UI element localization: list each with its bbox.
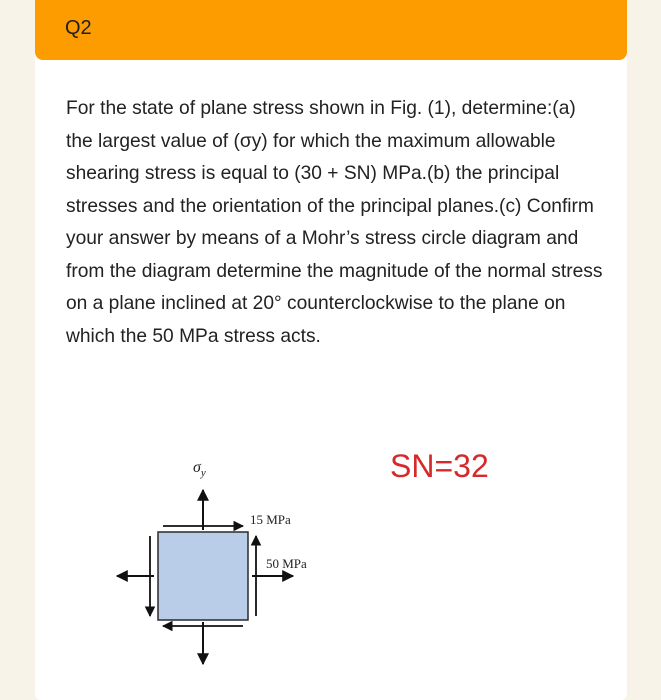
stress-element-diagram — [35, 440, 627, 670]
question-number: Q2 — [65, 17, 92, 39]
question-text: For the state of plane stress shown in Fig. (1), determine:(a) the largest value of (σy) for which the maximum allowable shearing stress is equal to (30 + SN) MPa.(b) the principal stresses and the orientation of the principal planes.(c) Confirm your answer by means of a Mohr’s stress circle diagram and from the diagram determine the magnitude of the normal stress on a plane inclined at 20° counterclockwise to the plane on which the 50 MPa stress acts. — [66, 98, 603, 347]
card-header — [35, 0, 627, 60]
shear-stress-label: 15 MPa — [250, 512, 291, 527]
normal-stress-label: 50 MPa — [266, 556, 307, 571]
student-number-note: SN=32 — [390, 448, 489, 484]
question-card — [35, 0, 627, 700]
stress-element-figure — [35, 440, 627, 670]
sigma-y-symbol: $\sigma_y$ — [193, 459, 206, 479]
stress-element — [158, 532, 248, 620]
